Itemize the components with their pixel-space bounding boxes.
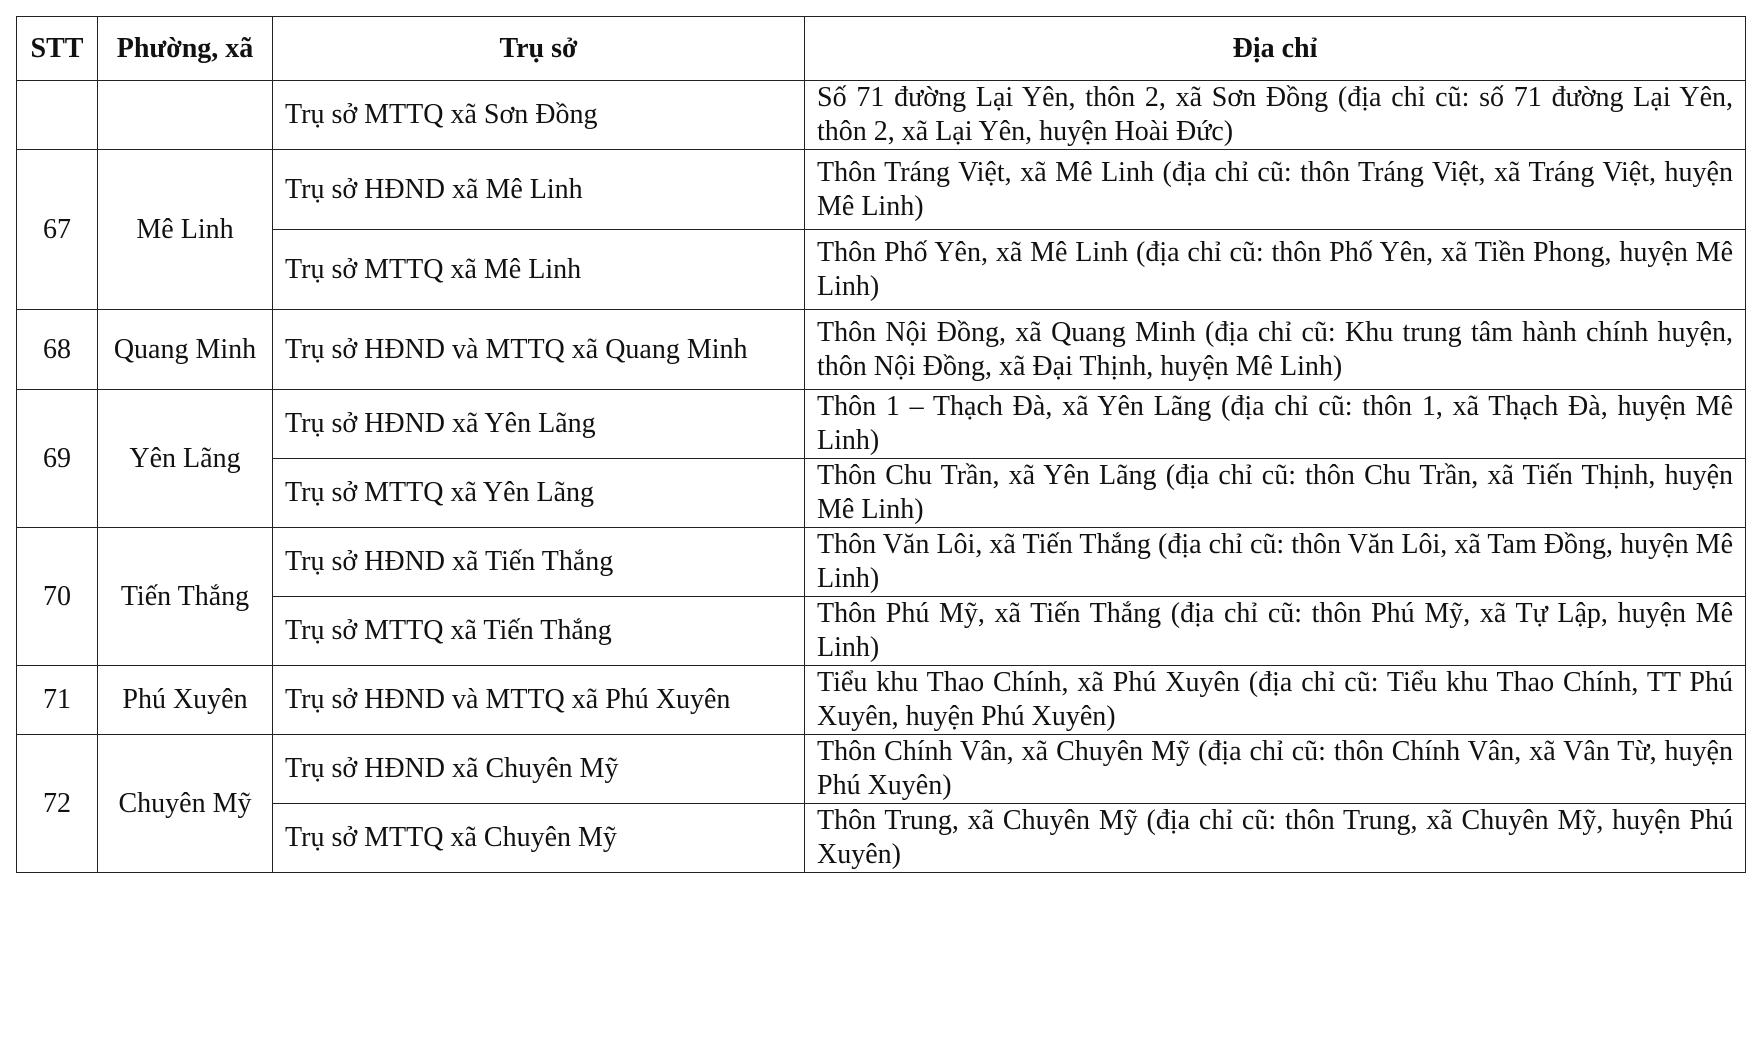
ward-cell: Phú Xuyên	[98, 666, 273, 735]
table-row	[17, 666, 1746, 735]
stt-cell: 68	[17, 310, 98, 390]
office-cell: Trụ sở HĐND xã Yên Lãng	[273, 390, 805, 459]
ward-cell: Yên Lãng	[98, 390, 273, 528]
address-cell: Thôn Phố Yên, xã Mê Linh (địa chỉ cũ: thôn Phố Yên, xã Tiền Phong, huyện Mê Linh)	[805, 230, 1746, 310]
office-cell: Trụ sở MTTQ xã Mê Linh	[273, 230, 805, 310]
table-row	[17, 804, 1746, 873]
stt-cell: 71	[17, 666, 98, 735]
address-cell: Thôn Văn Lôi, xã Tiến Thắng (địa chỉ cũ: thôn Văn Lôi, xã Tam Đồng, huyện Mê Linh)	[805, 528, 1746, 597]
ward-cell: Tiến Thắng	[98, 528, 273, 666]
table-row	[17, 310, 1746, 390]
stt-cell: 72	[17, 735, 98, 873]
stt-cell	[17, 81, 98, 150]
table-row	[17, 459, 1746, 528]
header-ward: Phường, xã	[98, 17, 273, 81]
ward-cell	[98, 81, 273, 150]
address-cell: Thôn Trung, xã Chuyên Mỹ (địa chỉ cũ: thôn Trung, xã Chuyên Mỹ, huyện Phú Xuyên)	[805, 804, 1746, 873]
table-row	[17, 735, 1746, 804]
ward-cell: Mê Linh	[98, 150, 273, 310]
address-cell: Thôn Tráng Việt, xã Mê Linh (địa chỉ cũ: thôn Tráng Việt, xã Tráng Việt, huyện Mê Linh)	[805, 150, 1746, 230]
office-cell: Trụ sở MTTQ xã Sơn Đồng	[273, 81, 805, 150]
header-stt: STT	[17, 17, 98, 81]
office-cell: Trụ sở HĐND và MTTQ xã Quang Minh	[273, 310, 805, 390]
office-cell: Trụ sở HĐND xã Chuyên Mỹ	[273, 735, 805, 804]
table-row	[17, 390, 1746, 459]
office-cell: Trụ sở MTTQ xã Tiến Thắng	[273, 597, 805, 666]
address-cell: Tiểu khu Thao Chính, xã Phú Xuyên (địa chỉ cũ: Tiểu khu Thao Chính, TT Phú Xuyên, huyện Phú Xuyên)	[805, 666, 1746, 735]
stt-cell: 69	[17, 390, 98, 528]
address-cell: Thôn Phú Mỹ, xã Tiến Thắng (địa chỉ cũ: thôn Phú Mỹ, xã Tự Lập, huyện Mê Linh)	[805, 597, 1746, 666]
stt-cell: 70	[17, 528, 98, 666]
table-row	[17, 81, 1746, 150]
office-cell: Trụ sở MTTQ xã Yên Lãng	[273, 459, 805, 528]
table-row	[17, 230, 1746, 310]
address-cell: Thôn 1 – Thạch Đà, xã Yên Lãng (địa chỉ cũ: thôn 1, xã Thạch Đà, huyện Mê Linh)	[805, 390, 1746, 459]
ward-cell: Chuyên Mỹ	[98, 735, 273, 873]
table-row	[17, 528, 1746, 597]
header-address: Địa chỉ	[805, 17, 1746, 81]
table-row	[17, 150, 1746, 230]
address-cell: Số 71 đường Lại Yên, thôn 2, xã Sơn Đồng (địa chỉ cũ: số 71 đường Lại Yên, thôn 2, xã Lại Yên, huyện Hoài Đức)	[805, 81, 1746, 150]
header-office: Trụ sở	[273, 17, 805, 81]
table-row	[17, 597, 1746, 666]
table-header-row	[17, 17, 1746, 81]
office-address-table	[16, 16, 1746, 873]
office-cell: Trụ sở HĐND xã Tiến Thắng	[273, 528, 805, 597]
office-cell: Trụ sở MTTQ xã Chuyên Mỹ	[273, 804, 805, 873]
address-cell: Thôn Nội Đồng, xã Quang Minh (địa chỉ cũ: Khu trung tâm hành chính huyện, thôn Nội Đồng, xã Đại Thịnh, huyện Mê Linh)	[805, 310, 1746, 390]
office-cell: Trụ sở HĐND và MTTQ xã Phú Xuyên	[273, 666, 805, 735]
address-cell: Thôn Chính Vân, xã Chuyên Mỹ (địa chỉ cũ: thôn Chính Vân, xã Vân Từ, huyện Phú Xuyên)	[805, 735, 1746, 804]
stt-cell: 67	[17, 150, 98, 310]
address-cell: Thôn Chu Trần, xã Yên Lãng (địa chỉ cũ: thôn Chu Trần, xã Tiến Thịnh, huyện Mê Linh)	[805, 459, 1746, 528]
office-cell: Trụ sở HĐND xã Mê Linh	[273, 150, 805, 230]
ward-cell: Quang Minh	[98, 310, 273, 390]
